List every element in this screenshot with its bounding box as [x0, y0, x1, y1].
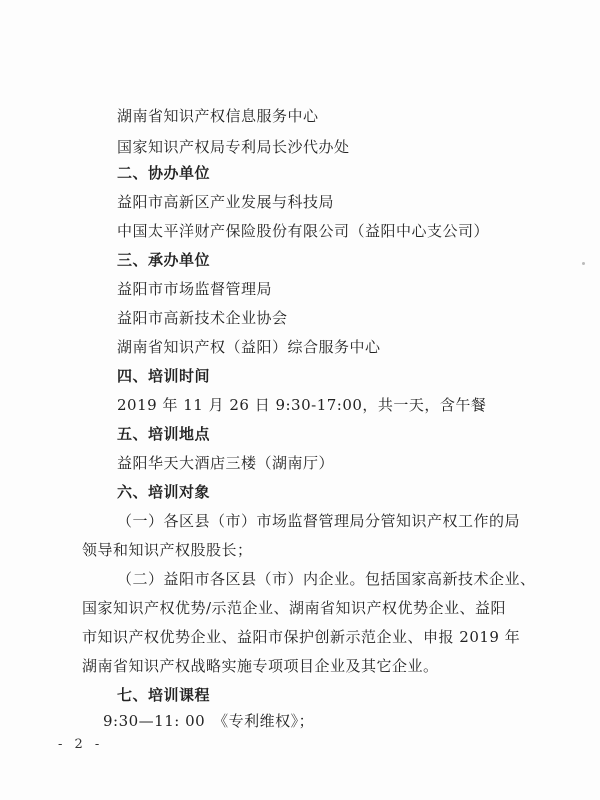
- audience-paragraph-2-line-1: （二）益阳市各区县（市）内企业。包括国家高新技术企业、: [117, 570, 536, 588]
- organizer-line-2: 国家知识产权局专利局长沙代办处: [117, 138, 350, 156]
- training-location-text: 益阳华天大酒店三楼（湖南厅）: [117, 454, 335, 472]
- page-number: - 2 -: [58, 737, 104, 752]
- section-heading-courses: 七、培训课程: [117, 686, 211, 704]
- section-heading-co-organizer: 二、协办单位: [117, 164, 211, 182]
- section-heading-host: 三、承办单位: [117, 251, 211, 269]
- host-line-2: 益阳市高新技术企业协会: [117, 309, 288, 327]
- audience-paragraph-2-line-4: 湖南省知识产权战略实施专项项目企业及其它企业。: [82, 657, 439, 675]
- course-line-1: 9:30—11: 00 《专利维权》；: [103, 712, 315, 730]
- section-heading-audience: 六、培训对象: [117, 483, 211, 501]
- audience-paragraph-1-line-2: 领导和知识产权股股长；: [82, 541, 253, 559]
- training-time-text: 2019 年 11 月 26 日 9:30-17:00，共一天，含午餐: [117, 396, 487, 414]
- audience-paragraph-1-line-1: （一）各区县（市）市场监督管理局分管知识产权工作的局: [117, 512, 521, 530]
- section-heading-time: 四、培训时间: [117, 367, 211, 385]
- audience-paragraph-2-line-3: 市知识产权优势企业、益阳市保护创新示范企业、申报 2019 年: [82, 628, 521, 646]
- organizer-line-1: 湖南省知识产权信息服务中心: [117, 107, 319, 125]
- host-line-3: 湖南省知识产权（益阳）综合服务中心: [117, 338, 381, 356]
- host-line-1: 益阳市市场监督管理局: [117, 280, 273, 298]
- section-heading-location: 五、培训地点: [117, 425, 211, 443]
- scan-speck: [582, 262, 585, 265]
- audience-paragraph-2-line-2: 国家知识产权优势/示范企业、湖南省知识产权优势企业、益阳: [82, 599, 507, 617]
- co-organizer-line-2: 中国太平洋财产保险股份有限公司（益阳中心支公司）: [117, 222, 490, 240]
- co-organizer-line-1: 益阳市高新区产业发展与科技局: [117, 193, 335, 211]
